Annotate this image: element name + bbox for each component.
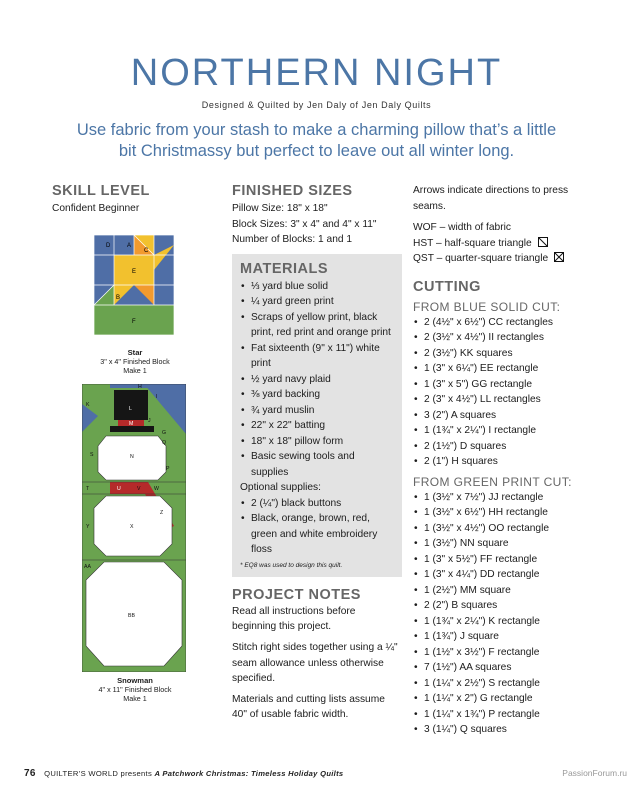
snowman-caption-make: Make 1	[123, 693, 147, 703]
snowman-label-p: P	[166, 465, 170, 472]
arrows-note: Arrows indicate directions to press seams.	[413, 185, 569, 212]
list-item: • 1 (3" x 5½") FF rectangle	[413, 552, 588, 568]
star-label-d: D	[106, 242, 111, 249]
green-cut-list	[413, 490, 588, 738]
snowman-label-z: Z	[160, 509, 164, 516]
finished-pillow-size: Pillow Size: 18" x 18"	[232, 203, 328, 214]
list-item: • ⅜ yard backing	[240, 387, 392, 403]
skill-value: Confident Beginner	[52, 203, 140, 214]
snowman-caption-title: Snowman	[117, 675, 153, 685]
list-item: • 2 (3" x 4½") LL rectangles	[413, 392, 588, 408]
list-item: • 2 (3½") KK squares	[413, 346, 588, 362]
materials-box	[232, 254, 402, 577]
list-item: • 2 (1½") D squares	[413, 439, 588, 455]
list-item: • 1 (3" x 5") GG rectangle	[413, 377, 588, 393]
left-column	[52, 183, 202, 703]
list-item: • 2 (¼") black buttons	[240, 496, 392, 512]
star-caption-title: Star	[127, 347, 143, 357]
half-square-triangle-icon	[538, 237, 548, 247]
green-print-heading: FROM GREEN PRINT CUT:	[413, 474, 572, 489]
list-item: • 22" x 22" batting	[240, 418, 392, 434]
middle-column	[232, 183, 402, 723]
list-item: • 1 (1¼" x 1¾") P rectangle	[413, 707, 588, 723]
list-item: • 1 (1¾") J square	[413, 629, 588, 645]
snowman-label-x: X	[130, 523, 134, 530]
list-item: • 3 (1¼") Q squares	[413, 722, 588, 738]
snowman-label-aa: AA	[84, 563, 91, 570]
star-label-b: B	[116, 294, 121, 301]
eq8-note: * EQ8 was used to design this quilt.	[240, 561, 343, 569]
star-label-a: A	[127, 242, 132, 249]
list-item: • 1 (3½" x 4½") OO rectangle	[413, 521, 588, 537]
materials-heading: MATERIALS	[240, 260, 329, 277]
snowman-label-y: Y	[86, 523, 90, 530]
note-paragraph: Stitch right sides together using a ¼" seam allowance unless otherwise specified.	[232, 641, 398, 685]
list-item: • Fat sixteenth (9" x 11") white print	[240, 341, 392, 372]
watermark: PassionForum.ru	[562, 768, 627, 778]
snowman-label-q: Q	[162, 439, 167, 446]
project-notes-heading: PROJECT NOTES	[232, 586, 361, 603]
snowman-label-s: S	[90, 451, 94, 458]
cutting-heading: CUTTING	[413, 278, 481, 295]
list-item: • 7 (1½") AA squares	[413, 660, 588, 676]
page-footer	[24, 768, 343, 779]
legend-hst	[413, 236, 588, 252]
intro-text: Use fabric from your stash to make a charming pillow that’s a little bit Christmassy but perfect to leave out all winter long.	[76, 121, 557, 160]
list-item: • Basic sewing tools and supplies	[240, 449, 392, 480]
right-column	[413, 183, 588, 738]
list-item: • ¾ yard muslin	[240, 403, 392, 419]
note-paragraph: Materials and cutting lists assume 40" of usable fabric width.	[232, 693, 385, 721]
list-item: • 1 (1½" x 3½") F rectangle	[413, 645, 588, 661]
legend-qst	[413, 251, 588, 267]
page-title: NORTHERN NIGHT	[130, 52, 503, 94]
optional-supplies-list	[240, 496, 392, 558]
list-item: • 1 (2½") MM square	[413, 583, 588, 599]
list-item: • Scraps of yellow print, black print, red print and orange print	[240, 310, 392, 341]
star-block-diagram	[94, 235, 174, 335]
star-caption-make: Make 1	[123, 365, 147, 375]
snowman-label-l: L	[129, 405, 132, 412]
snowman-label-m: M	[129, 420, 134, 427]
snowman-label-t: T	[86, 485, 90, 492]
snowman-label-n: N	[130, 453, 134, 460]
snowman-label-j: J	[148, 417, 151, 424]
legend-qst-text: QST – quarter-square triangle	[413, 253, 549, 265]
page-number: 76	[24, 768, 36, 779]
materials-list	[240, 279, 392, 481]
finished-block-sizes: Block Sizes: 3" x 4" and 4" x 11"	[232, 218, 377, 230]
list-item: • 1 (1¾" x 2¼") K rectangle	[413, 614, 588, 630]
note-paragraph: Read all instructions before beginning this project.	[232, 605, 356, 633]
snowman-label-u: U	[117, 485, 121, 492]
list-item: • 2 (2") B squares	[413, 598, 588, 614]
list-item: • Black, orange, brown, red, green and white embroidery floss	[240, 511, 392, 558]
list-item: • 18" x 18" pillow form	[240, 434, 392, 450]
footer-brand: QUILTER’S WORLD presents	[44, 769, 153, 778]
list-item: • 1 (1¼" x 2") G rectangle	[413, 691, 588, 707]
list-item: • ½ yard navy plaid	[240, 372, 392, 388]
finished-sizes	[232, 201, 402, 248]
list-item: • 1 (3½" x 6½") HH rectangle	[413, 505, 588, 521]
list-item: • 2 (4½" x 6½") CC rectangles	[413, 315, 588, 331]
legend-hst-text: HST – half-square triangle	[413, 237, 532, 249]
list-item: • 1 (1¾" x 2¼") I rectangle	[413, 423, 588, 439]
snowman-caption-size: 4" x 11" Finished Block	[98, 684, 172, 694]
list-item: • 1 (3" x 6¼") EE rectangle	[413, 361, 588, 377]
quarter-square-triangle-icon	[554, 252, 564, 262]
snowman-caption	[60, 676, 210, 703]
snowman-label-g: G	[162, 429, 167, 436]
finished-sizes-heading: FINISHED SIZES	[232, 183, 353, 199]
list-item: • 1 (3" x 4¼") DD rectangle	[413, 567, 588, 583]
snowman-block-diagram	[82, 384, 186, 672]
snowman-label-bb: BB	[128, 612, 135, 619]
blue-cut-list	[413, 315, 588, 470]
list-item: • 1 (3½" x 7½") JJ rectangle	[413, 490, 588, 506]
optional-supplies-heading: Optional supplies:	[240, 482, 321, 494]
list-item: • 2 (3½" x 4½") II rectangles	[413, 330, 588, 346]
project-notes	[232, 604, 402, 723]
star-label-f: F	[132, 318, 136, 325]
star-caption	[60, 348, 210, 375]
legend-wof: WOF – width of fabric	[413, 222, 511, 234]
list-item: • ¼ yard green print	[240, 294, 392, 310]
snowman-label-i: I	[156, 393, 158, 400]
blue-solid-heading: FROM BLUE SOLID CUT:	[413, 299, 561, 314]
star-label-e: E	[132, 268, 137, 275]
snowman-label-v: V	[137, 485, 141, 492]
byline: Designed & Quilted by Jen Daly of Jen Daly Quilts	[201, 100, 432, 110]
finished-block-count: Number of Blocks: 1 and 1	[232, 234, 353, 246]
list-item: • 1 (1¼" x 2½") S rectangle	[413, 676, 588, 692]
list-item: • 3 (2") A squares	[413, 408, 588, 424]
skill-heading: SKILL LEVEL	[52, 183, 150, 199]
list-item: • ⅓ yard blue solid	[240, 279, 392, 295]
list-item: • 2 (1") H squares	[413, 454, 588, 470]
star-label-c: C	[144, 247, 149, 254]
list-item: • 1 (3½") NN square	[413, 536, 588, 552]
footer-book-title: A Patchwork Christmas: Timeless Holiday Quilts	[154, 769, 344, 778]
snowman-label-h: H	[138, 383, 142, 390]
star-caption-size: 3" x 4" Finished Block	[100, 356, 170, 366]
snowman-label-w: W	[154, 485, 159, 492]
snowman-label-k: K	[86, 401, 90, 408]
